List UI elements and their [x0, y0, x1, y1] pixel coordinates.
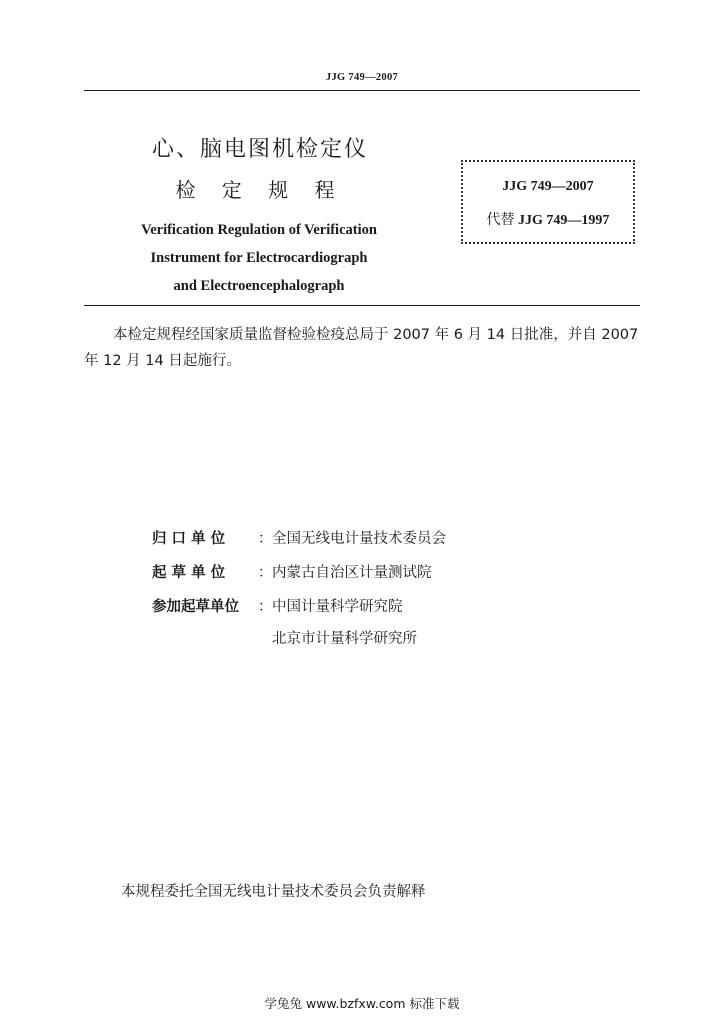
unit-value: 中国计量科学研究院 [272, 599, 403, 615]
unit-colon: ： [258, 531, 273, 547]
unit-label: 参加起草单位 [152, 599, 239, 615]
subtitle-chinese: 检 定 规 程 [175, 178, 345, 202]
interpretation-note: 本规程委托全国无线电计量技术委员会负责解释 [121, 884, 426, 900]
footer-watermark: 学兔兔 www.bzfxw.com 标准下载 [264, 996, 460, 1011]
middle-rule [84, 305, 640, 306]
standard-code-header: JJG 749—2007 [325, 72, 399, 83]
code-box-replaces [461, 209, 635, 229]
unit-value: 全国无线电计量技术委员会 [272, 531, 446, 547]
title-english-line-3: and Electroencephalograph [173, 278, 345, 294]
unit-label: 归 口 单 位 [152, 531, 226, 547]
replaces-label: 代替 [486, 212, 515, 228]
unit-value: 北京市计量科学研究所 [272, 631, 417, 647]
code-box [461, 160, 635, 244]
unit-value: 内蒙古自治区计量测试院 [272, 565, 432, 581]
title-chinese: 心、脑电图机检定仪 [151, 137, 368, 162]
title-english-line-2: Instrument for Electrocardiograph [150, 250, 368, 266]
replaces-code: JJG 749—1997 [518, 213, 610, 228]
approval-statement: 本检定规程经国家质量监督检验检疫总局于 2007 年 6 月 14 日批准，并自 2007 年 12 月 14 日起施行。 [84, 327, 639, 369]
code-box-current-code: JJG 749—2007 [502, 179, 594, 194]
title-english-line-1: Verification Regulation of Verification [141, 222, 377, 238]
top-rule [84, 90, 640, 91]
unit-colon: ： [258, 599, 273, 615]
unit-colon: ： [258, 565, 273, 581]
unit-label: 起 草 单 位 [152, 565, 226, 581]
